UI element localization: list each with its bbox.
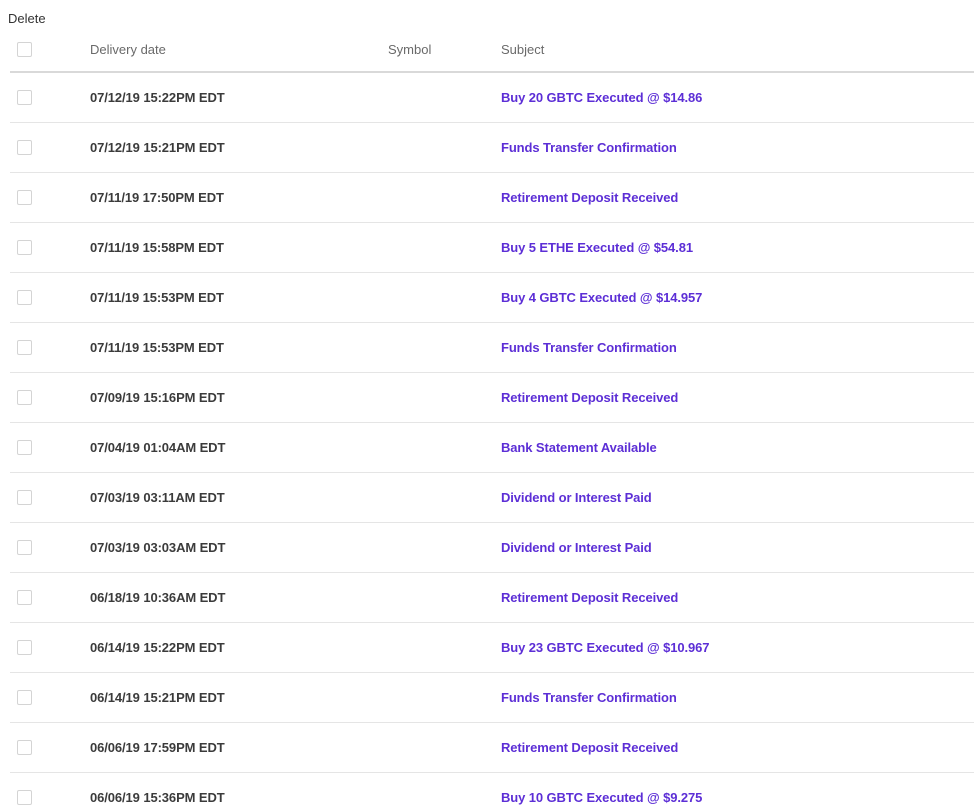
- subject-link[interactable]: Buy 20 GBTC Executed @ $14.86: [501, 89, 703, 105]
- subject-cell: [501, 439, 974, 457]
- row-checkbox-cell: [10, 240, 90, 255]
- subject-cell: [501, 639, 974, 657]
- row-checkbox[interactable]: [17, 590, 32, 605]
- row-checkbox-cell: [10, 440, 90, 455]
- table-row: [10, 723, 974, 773]
- delivery-date-value: 07/03/19 03:11AM EDT: [90, 490, 225, 505]
- table-row: [10, 323, 974, 373]
- delivery-date-value: 07/04/19 01:04AM EDT: [90, 440, 226, 455]
- subject-link[interactable]: Retirement Deposit Received: [501, 389, 679, 405]
- column-header-subject: Subject: [501, 42, 545, 57]
- delivery-date-value: 06/14/19 15:21PM EDT: [90, 690, 225, 705]
- row-checkbox-cell: [10, 640, 90, 655]
- table-row: [10, 423, 974, 473]
- delivery-date-value: 07/12/19 15:22PM EDT: [90, 90, 225, 105]
- subject-link[interactable]: Dividend or Interest Paid: [501, 489, 652, 505]
- row-checkbox-cell: [10, 90, 90, 105]
- row-checkbox[interactable]: [17, 690, 32, 705]
- row-checkbox-cell: [10, 140, 90, 155]
- subject-cell: [501, 689, 974, 707]
- table-row: [10, 373, 974, 423]
- delete-button[interactable]: Delete: [8, 11, 46, 26]
- subject-cell: [501, 289, 974, 307]
- subject-cell: [501, 189, 974, 207]
- subject-link[interactable]: Bank Statement Available: [501, 439, 657, 455]
- row-checkbox-cell: [10, 540, 90, 555]
- subject-link[interactable]: Retirement Deposit Received: [501, 589, 679, 605]
- message-list: [0, 73, 978, 805]
- row-checkbox[interactable]: [17, 90, 32, 105]
- table-row: [10, 773, 974, 805]
- row-checkbox[interactable]: [17, 540, 32, 555]
- table-row: [10, 673, 974, 723]
- table-row: [10, 173, 974, 223]
- row-checkbox-cell: [10, 290, 90, 305]
- delivery-date-value: 07/12/19 15:21PM EDT: [90, 140, 225, 155]
- delivery-date-value: 07/09/19 15:16PM EDT: [90, 390, 225, 405]
- table-row: [10, 623, 974, 673]
- subject-cell: [501, 89, 974, 107]
- subject-cell: [501, 389, 974, 407]
- subject-cell: [501, 539, 974, 557]
- delivery-date-value: 06/06/19 17:59PM EDT: [90, 740, 225, 755]
- row-checkbox[interactable]: [17, 490, 32, 505]
- subject-link[interactable]: Funds Transfer Confirmation: [501, 339, 677, 355]
- select-all-checkbox[interactable]: [17, 42, 32, 57]
- row-checkbox-cell: [10, 340, 90, 355]
- row-checkbox-cell: [10, 190, 90, 205]
- delivery-date-value: 06/14/19 15:22PM EDT: [90, 640, 225, 655]
- table-row: [10, 523, 974, 573]
- select-all-cell: [10, 42, 90, 57]
- row-checkbox-cell: [10, 590, 90, 605]
- row-checkbox-cell: [10, 790, 90, 805]
- row-checkbox[interactable]: [17, 390, 32, 405]
- subject-link[interactable]: Funds Transfer Confirmation: [501, 689, 677, 705]
- column-header-delivery-date: Delivery date: [90, 42, 166, 57]
- row-checkbox-cell: [10, 690, 90, 705]
- subject-link[interactable]: Buy 23 GBTC Executed @ $10.967: [501, 639, 710, 655]
- table-row: [10, 473, 974, 523]
- row-checkbox-cell: [10, 740, 90, 755]
- table-row: [10, 123, 974, 173]
- subject-link[interactable]: Buy 5 ETHE Executed @ $54.81: [501, 239, 693, 255]
- subject-cell: [501, 239, 974, 257]
- row-checkbox[interactable]: [17, 140, 32, 155]
- row-checkbox[interactable]: [17, 440, 32, 455]
- subject-link[interactable]: Buy 10 GBTC Executed @ $9.275: [501, 789, 703, 805]
- delivery-date-value: 07/03/19 03:03AM EDT: [90, 540, 226, 555]
- row-checkbox[interactable]: [17, 240, 32, 255]
- subject-link[interactable]: Buy 4 GBTC Executed @ $14.957: [501, 289, 703, 305]
- subject-cell: [501, 139, 974, 157]
- table-row: [10, 73, 974, 123]
- subject-link[interactable]: Retirement Deposit Received: [501, 739, 679, 755]
- subject-cell: [501, 739, 974, 757]
- row-checkbox[interactable]: [17, 340, 32, 355]
- row-checkbox-cell: [10, 490, 90, 505]
- column-header-symbol: Symbol: [388, 42, 432, 57]
- delivery-date-value: 07/11/19 15:53PM EDT: [90, 340, 224, 355]
- subject-cell: [501, 339, 974, 357]
- table-header: [10, 28, 974, 73]
- subject-link[interactable]: Funds Transfer Confirmation: [501, 139, 677, 155]
- row-checkbox[interactable]: [17, 790, 32, 805]
- row-checkbox[interactable]: [17, 190, 32, 205]
- subject-link[interactable]: Retirement Deposit Received: [501, 189, 679, 205]
- delivery-date-value: 06/18/19 10:36AM EDT: [90, 590, 226, 605]
- table-row: [10, 573, 974, 623]
- delivery-date-value: 06/06/19 15:36PM EDT: [90, 790, 225, 805]
- row-checkbox-cell: [10, 390, 90, 405]
- subject-cell: [501, 789, 974, 805]
- subject-cell: [501, 489, 974, 507]
- row-checkbox[interactable]: [17, 290, 32, 305]
- subject-cell: [501, 589, 974, 607]
- subject-link[interactable]: Dividend or Interest Paid: [501, 539, 652, 555]
- row-checkbox[interactable]: [17, 640, 32, 655]
- table-row: [10, 223, 974, 273]
- delivery-date-value: 07/11/19 15:53PM EDT: [90, 290, 224, 305]
- delivery-date-value: 07/11/19 17:50PM EDT: [90, 190, 224, 205]
- row-checkbox[interactable]: [17, 740, 32, 755]
- delivery-date-value: 07/11/19 15:58PM EDT: [90, 240, 224, 255]
- table-row: [10, 273, 974, 323]
